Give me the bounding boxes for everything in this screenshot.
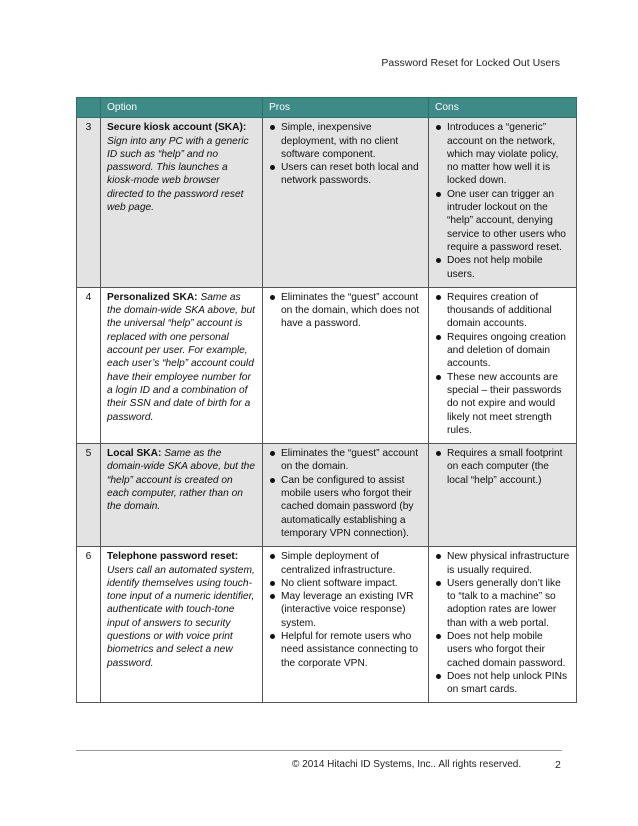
pros-cell bbox=[263, 118, 429, 288]
pros-item: Simple deployment of centralized infrastructure. bbox=[269, 550, 422, 577]
cons-cell bbox=[429, 444, 577, 547]
table-row bbox=[77, 547, 577, 703]
cons-item: Users generally don’t like to “talk to a machine” so adoption rates are lower than with a web portal. bbox=[435, 577, 570, 630]
pros-cell bbox=[263, 547, 429, 703]
column-header-number bbox=[77, 98, 101, 118]
cons-item: These new accounts are special – their passwords do not expire and would likely not meet strength rules. bbox=[435, 371, 570, 437]
option-cell bbox=[101, 118, 263, 288]
table-header-row bbox=[77, 98, 577, 118]
cons-item: Requires a small footprint on each computer (the local “help” account.) bbox=[435, 447, 570, 487]
row-number: 5 bbox=[77, 444, 101, 547]
cons-item: Requires creation of thousands of additional domain accounts. bbox=[435, 291, 570, 331]
cons-item: New physical infrastructure is usually required. bbox=[435, 550, 570, 577]
footer-copyright: © 2014 Hitachi ID Systems, Inc.. All rights reserved. bbox=[292, 759, 522, 770]
cons-cell bbox=[429, 547, 577, 703]
cons-cell bbox=[429, 287, 577, 443]
pros-item: Simple, inexpensive deployment, with no client software component. bbox=[269, 121, 422, 161]
option-description: Same as the domain-wide SKA above, but the “help” account is created on each computer, rather than on the domain. bbox=[107, 448, 255, 513]
column-header-option: Option bbox=[101, 98, 263, 118]
option-title: Personalized SKA: bbox=[107, 291, 198, 303]
cons-item: Does not help mobile users who forgot their cached domain password. bbox=[435, 630, 570, 670]
row-number: 6 bbox=[77, 547, 101, 703]
cons-cell bbox=[429, 118, 577, 288]
column-header-pros: Pros bbox=[263, 98, 429, 118]
option-cell bbox=[101, 547, 263, 703]
column-header-cons: Cons bbox=[429, 98, 577, 118]
page-number: 2 bbox=[555, 759, 561, 771]
pros-item: No client software impact. bbox=[269, 577, 422, 590]
pros-cell bbox=[263, 287, 429, 443]
pros-item: Eliminates the “guest” account on the domain. bbox=[269, 447, 422, 474]
table-row bbox=[77, 444, 577, 547]
pros-item: Helpful for remote users who need assistance connecting to the corporate VPN. bbox=[269, 630, 422, 670]
option-description: Same as the domain-wide SKA above, but the universal “help” account is replaced with one personal account per user. For example, each user’s “help” account could have their employee number for a login ID and a combination of their SSN and date of birth for a password. bbox=[107, 291, 255, 423]
pros-item: May leverage an existing IVR (interactive voice response) system. bbox=[269, 590, 422, 630]
cons-item: Introduces a “generic” account on the network, which may violate policy, no matter how well it is locked down. bbox=[435, 121, 570, 187]
option-title: Secure kiosk account (SKA): bbox=[107, 122, 247, 134]
option-description: Users call an automated system, identify themselves using touch-tone input of a numeric identifier, authenticate with touch-tone input of answers to security questions or with voice print biometrics and select a new password. bbox=[107, 564, 255, 669]
cons-item: Does not help mobile users. bbox=[435, 254, 570, 281]
pros-item: Can be configured to assist mobile users who forgot their cached domain password (by automatically establishing a temporary VPN connection). bbox=[269, 474, 422, 540]
option-cell bbox=[101, 287, 263, 443]
running-header-title: Password Reset for Locked Out Users bbox=[381, 57, 560, 69]
table-row bbox=[77, 287, 577, 443]
pros-cell bbox=[263, 444, 429, 547]
option-cell bbox=[101, 444, 263, 547]
options-table bbox=[76, 97, 577, 703]
option-title: Local SKA: bbox=[107, 448, 162, 460]
row-number: 3 bbox=[77, 118, 101, 288]
row-number: 4 bbox=[77, 287, 101, 443]
option-description: Sign into any PC with a generic ID such as “help” and no password. This launches a kiosk-mode web browser directed to the password reset web page. bbox=[107, 135, 249, 214]
table-row bbox=[77, 118, 577, 288]
footer-divider bbox=[76, 750, 562, 751]
cons-item: Does not help unlock PINs on smart cards. bbox=[435, 670, 570, 697]
cons-item: Requires ongoing creation and deletion of domain accounts. bbox=[435, 331, 570, 371]
option-title: Telephone password reset: bbox=[107, 551, 239, 563]
pros-item: Eliminates the “guest” account on the domain, which does not have a password. bbox=[269, 291, 422, 331]
cons-item: One user can trigger an intruder lockout on the “help” account, denying service to other users who require a password reset. bbox=[435, 188, 570, 254]
pros-item: Users can reset both local and network passwords. bbox=[269, 161, 422, 188]
